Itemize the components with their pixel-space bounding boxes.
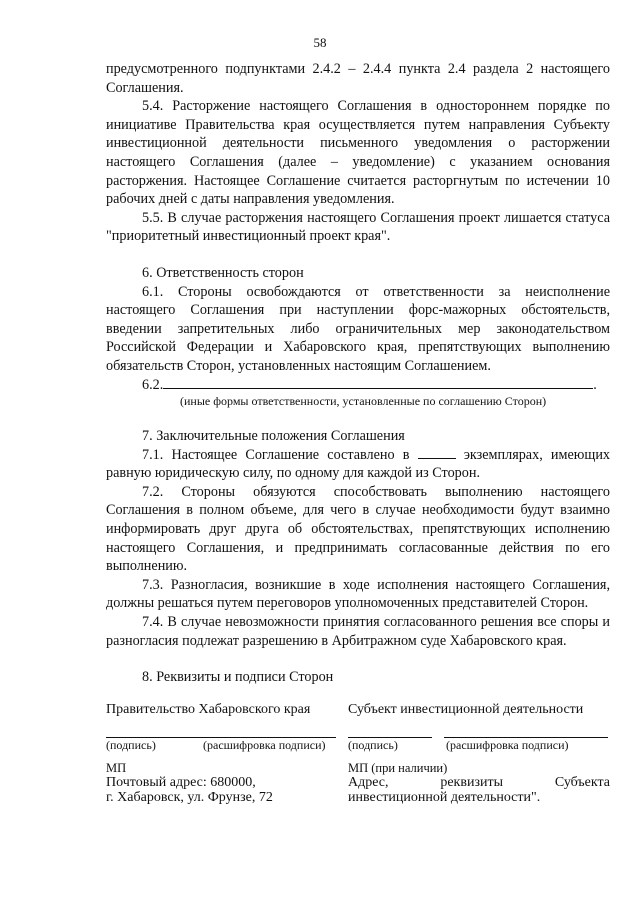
paragraph-7-2: 7.2. Стороны обязуются способствовать выполнению настоящего Соглашения в полном объеме, для чего в случае необходимости будут взаимно информировать друг друга об обстоятельствах, препятствующих исполнению настоящего Соглашения, и предпринимать согласованные действия по его выполнению. (106, 483, 610, 575)
paragraph-continuation: предусмотренного подпунктами 2.4.2 – 2.4.4 пункта 2.4 раздела 2 настоящего Соглашения. (106, 61, 610, 96)
section-6-heading: 6. Ответственность сторон (142, 264, 304, 281)
paragraph-7-3: 7.3. Разногласия, возникшие в ходе исполнения настоящего Соглашения, должны решаться путем переговоров уполномоченных представителей Сторон. (106, 576, 610, 612)
paragraph-7-1-end: экземплярах, имеющих равную юридическую силу, по одному для каждой из Сторон. (106, 446, 611, 482)
paragraph-5-4: 5.4. Расторжение настоящего Соглашения в одностороннем порядке по инициативе Правительства края осуществляется путем направления Субъекту инвестиционной деятельности письменного уведомления о расторжении настоящего Соглашения (далее – уведомление) с указанием основания расторжения. Настоящее Соглашение считается расторгнутым по истечении 10 рабочих дней с даты направления уведомления. (106, 98, 610, 208)
government-address-line-2: г. Хабаровск, ул. Фрунзе, 72 (106, 789, 273, 805)
paragraph-7-1-start: 7.1. Настоящее Соглашение составлено в (142, 446, 410, 463)
signature-decode-label: (расшифровка подписи) (203, 737, 326, 752)
paragraph-6-2-label: 6.2. (142, 376, 164, 393)
page-number: 58 (313, 35, 327, 50)
signature-column-investor (348, 701, 610, 805)
government-address-line-1: Почтовый адрес: 680000, (106, 774, 256, 790)
paragraph-6-1: 6.1. Стороны освобождаются от ответственности за неисполнение настоящего Соглашения при наступлении форс-мажорных обстоятельств, введении запретительных либо ограничительных мер законодательством Российской Федерации и Хабаровского края, препятствующих выполнению обязательств Сторон, установленных настоящим Соглашением. (106, 283, 610, 374)
blank-line-6-2 (163, 388, 593, 389)
signature-block (106, 701, 610, 821)
party-government: Правительство Хабаровского края (106, 701, 311, 717)
paragraph-7-1 (106, 446, 610, 483)
section-7-heading: 7. Заключительные положения Соглашения (142, 428, 405, 445)
paragraph-6-2-end: . (593, 376, 597, 393)
party-investor: Субъект инвестиционной деятельности (348, 701, 584, 717)
stamp-place: МП (106, 760, 127, 775)
copies-blank-line (418, 458, 456, 459)
paragraph-7-4: 7.4. В случае невозможности принятия согласованного решения все споры и разногласия подлежат разрешению в Арбитражном суде Хабаровского края. (106, 614, 610, 649)
document-body (106, 60, 610, 821)
paragraph-6-2-note: (иные формы ответственности, установленные по соглашению Сторон) (180, 394, 547, 409)
investor-address-line-2: инвестиционной деятельности". (348, 789, 541, 805)
signature-label: (подпись) (106, 737, 156, 752)
signature-decode-label: (расшифровка подписи) (446, 737, 569, 752)
paragraph-5-5: 5.5. В случае расторжения настоящего Соглашения проект лишается статуса "приоритетный инвестиционный проект края". (106, 209, 610, 245)
section-8-heading: 8. Реквизиты и подписи Сторон (142, 669, 334, 686)
paragraph-6-2 (106, 376, 610, 395)
signature-column-government (106, 701, 336, 805)
signature-label: (подпись) (348, 737, 398, 752)
stamp-place: МП (при наличии) (348, 760, 448, 775)
investor-address-line-1: Адрес, реквизиты Субъекта (348, 774, 610, 790)
